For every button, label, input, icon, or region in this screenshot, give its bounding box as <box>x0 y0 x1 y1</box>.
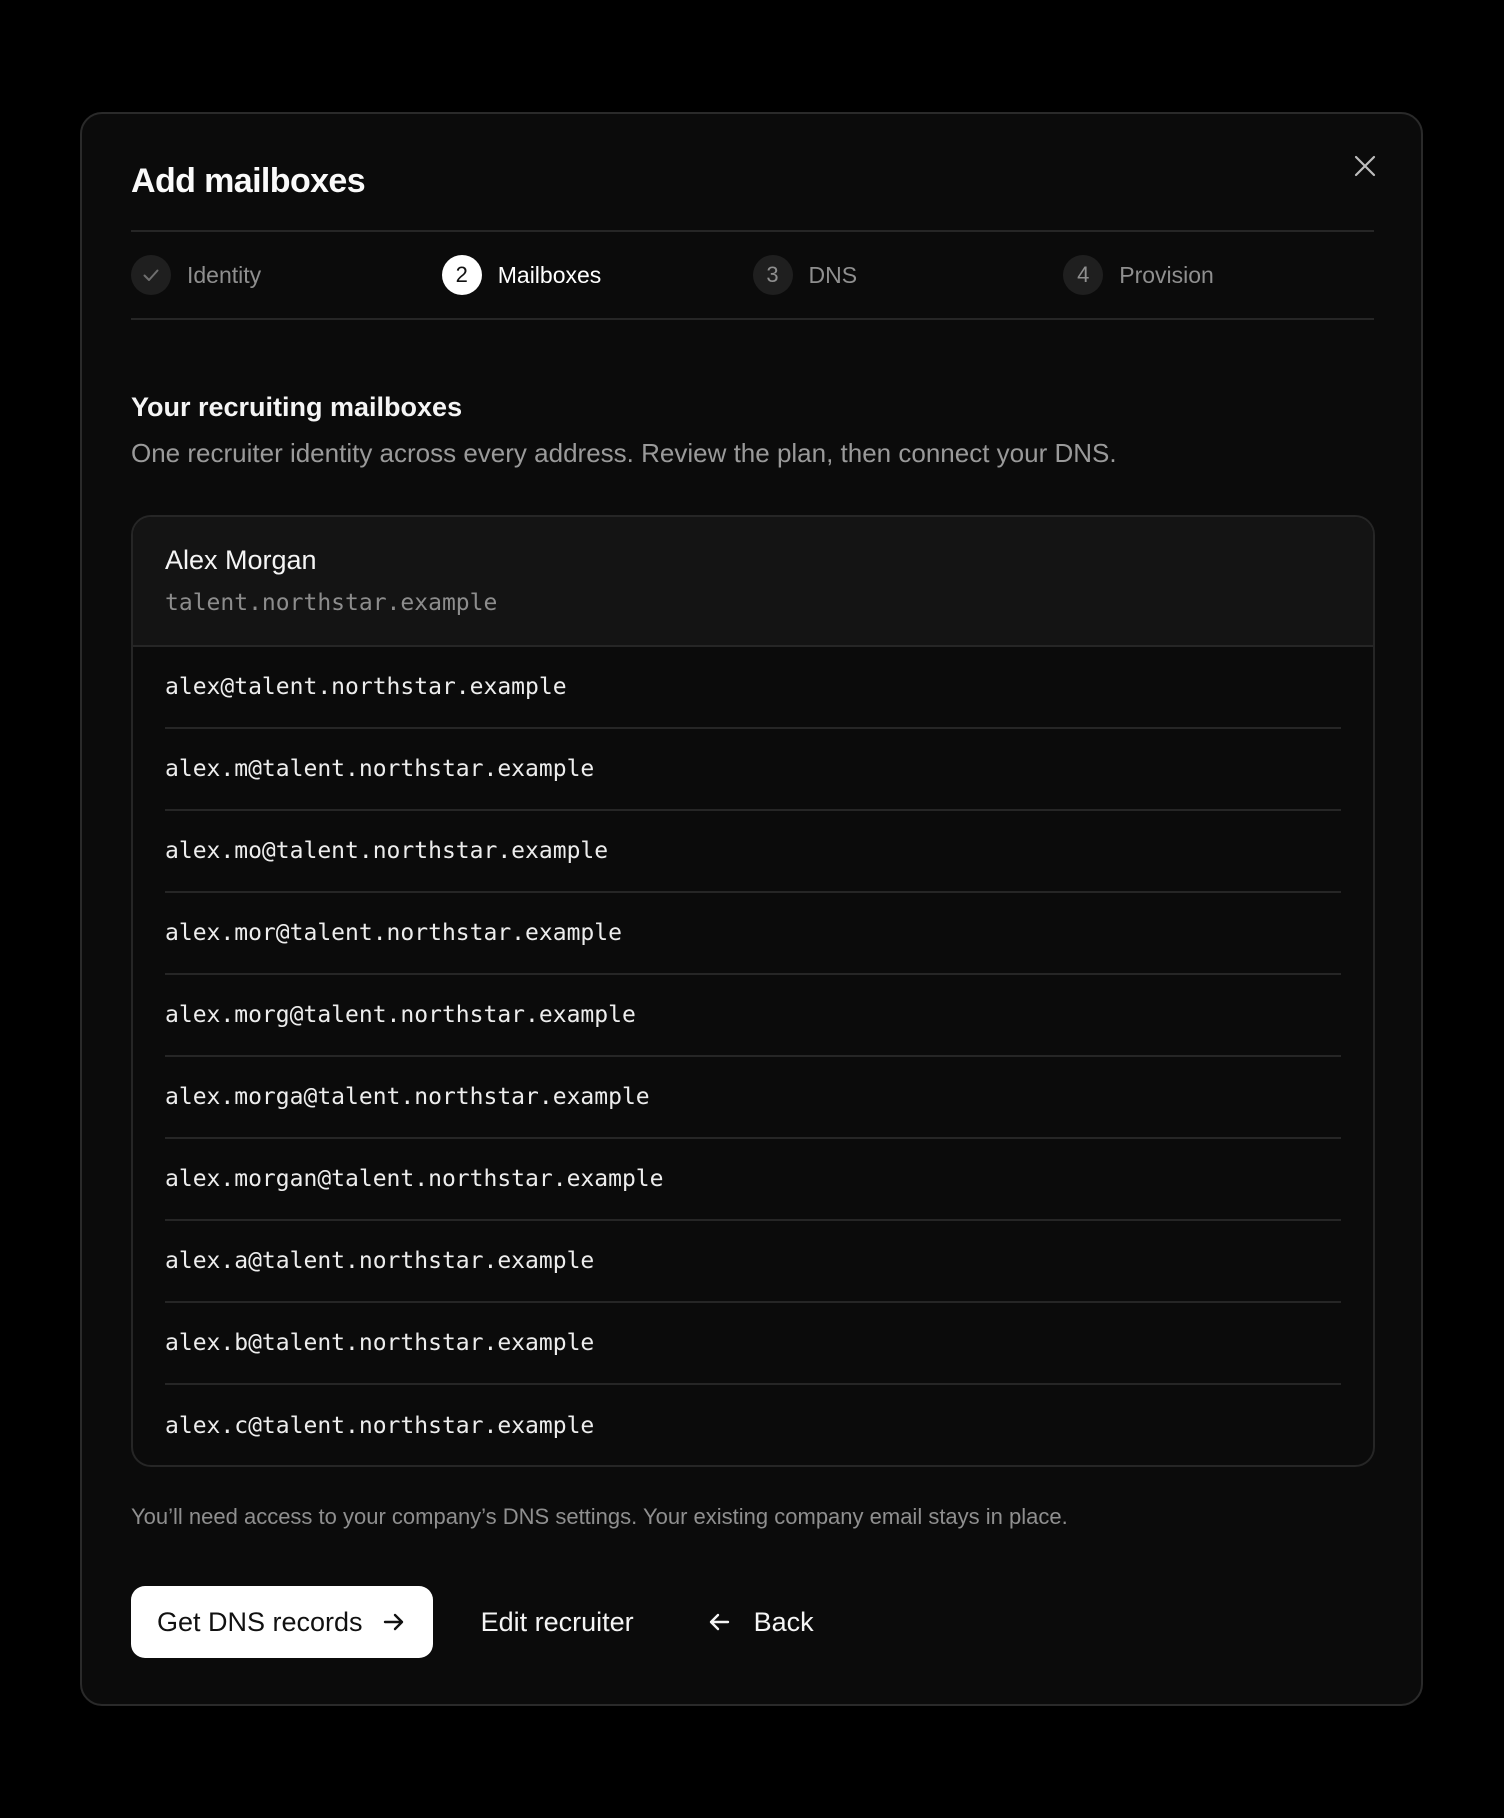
mailbox-row: alex.b@talent.northstar.example <box>165 1303 1341 1385</box>
back-label: Back <box>753 1606 814 1637</box>
mailbox-list <box>133 647 1373 1467</box>
dns-access-note: You’ll need access to your company’s DNS settings. Your existing company email stays in place. <box>131 1504 1068 1529</box>
mailbox-row: alex.morga@talent.northstar.example <box>165 1057 1341 1139</box>
dialog-title: Add mailboxes <box>131 162 366 200</box>
step-identity[interactable] <box>131 255 442 295</box>
add-mailboxes-dialog <box>80 112 1423 1706</box>
recruiter-name: Alex Morgan <box>165 545 317 575</box>
arrow-left-icon <box>706 1609 732 1635</box>
mailbox-row: alex.c@talent.northstar.example <box>165 1413 595 1439</box>
recruiter-domain: talent.northstar.example <box>165 590 498 616</box>
step-dns-number: 3 <box>753 255 793 295</box>
recruiter-header <box>133 517 1373 647</box>
stepper <box>131 230 1374 320</box>
step-provision[interactable] <box>1063 255 1374 295</box>
arrow-right-icon <box>381 1609 407 1635</box>
step-mailboxes-label: Mailboxes <box>497 261 602 288</box>
step-mailboxes-number: 2 <box>442 255 482 295</box>
mailbox-row: alex.m@talent.northstar.example <box>165 729 1341 811</box>
step-identity-label: Identity <box>187 261 262 288</box>
step-dns-label: DNS <box>808 261 858 288</box>
close-button[interactable] <box>1347 148 1383 184</box>
step-provision-number: 4 <box>1063 255 1103 295</box>
section-description: One recruiter identity across every address. Review the plan, then connect your DNS. <box>131 438 1117 468</box>
step-provision-label: Provision <box>1119 261 1214 288</box>
dialog-actions <box>131 1586 814 1658</box>
edit-recruiter-button[interactable]: Edit recruiter <box>480 1606 634 1637</box>
back-button[interactable] <box>706 1607 814 1638</box>
mailbox-plan-card <box>131 515 1375 1467</box>
mailbox-row: alex.morg@talent.northstar.example <box>165 975 1341 1057</box>
close-icon <box>1353 154 1377 178</box>
step-identity-indicator <box>131 255 171 295</box>
mailbox-row: alex.mor@talent.northstar.example <box>165 893 1341 975</box>
step-mailboxes[interactable] <box>442 255 753 295</box>
section-title: Your recruiting mailboxes <box>131 392 463 422</box>
check-icon <box>141 265 161 285</box>
get-dns-records-label: Get DNS records <box>157 1606 363 1637</box>
get-dns-records-button[interactable] <box>131 1586 433 1658</box>
mailbox-row: alex@talent.northstar.example <box>165 647 1341 729</box>
mailbox-row: alex.mo@talent.northstar.example <box>165 811 1341 893</box>
mailbox-row: alex.morgan@talent.northstar.example <box>165 1139 1341 1221</box>
mailbox-row: alex.a@talent.northstar.example <box>165 1221 1341 1303</box>
step-dns[interactable] <box>753 255 1064 295</box>
